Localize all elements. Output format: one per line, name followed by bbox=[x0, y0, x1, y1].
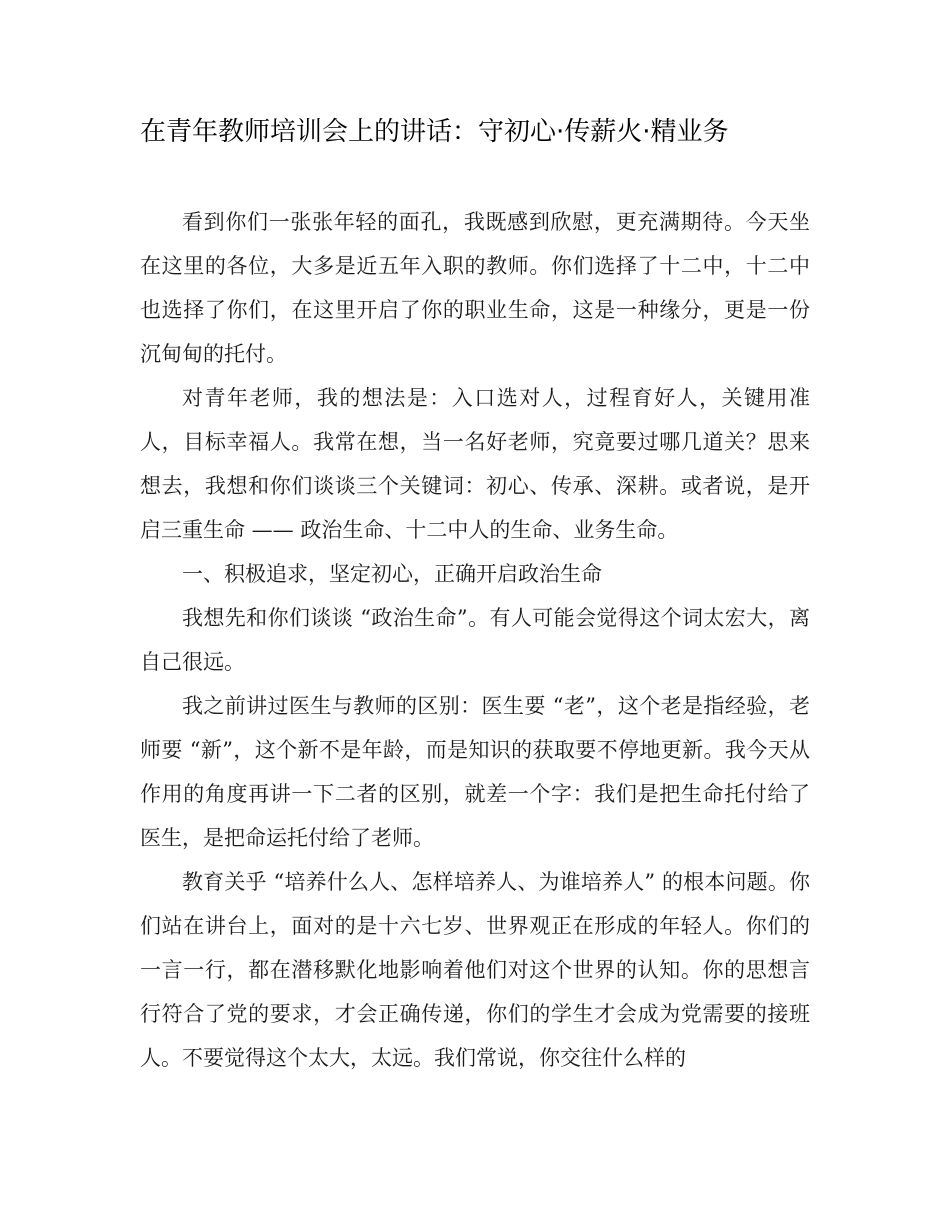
document-body bbox=[140, 200, 810, 1080]
paragraph-intro: 看到你们一张张年轻的面孔，我既感到欣慰，更充满期待。今天坐在这里的各位，大多是近五年入职的教师。你们选择了十二中，十二中也选择了你们，在这里开启了你的职业生命，这是一种缘分，更是一份沉甸甸的托付。 bbox=[140, 210, 810, 366]
paragraph-education: 教育关乎 “培养什么人、怎样培养人、为谁培养人” 的根本问题。你们站在讲台上，面对的是十六七岁、世界观正在形成的年轻人。你们的一言一行，都在潜移默化地影响着他们对这个世界的认知。你的思想言行符合了党的要求，才会正确传递，你们的学生才会成为党需要的接班人。不要觉得这个太大，太远。我们常说，你交往什么样的 bbox=[140, 870, 810, 1070]
document-title: 在青年教师培训会上的讲话：守初心·传薪火·精业务 bbox=[140, 117, 729, 147]
paragraph-keywords: 对青年老师，我的想法是：入口选对人，过程育好人，关键用准人，目标幸福人。我常在想，当一名好老师，究竟要过哪几道关？思来想去，我想和你们谈谈三个关键词：初心、传承、深耕。或者说，是开启三重生命 —— 政治生命、十二中人的生命、业务生命。 bbox=[140, 386, 810, 542]
paragraph-doctor-teacher: 我之前讲过医生与教师的区别：医生要 “老”，这个老是指经验，老师要 “新”，这个新不是年龄，而是知识的获取要不停地更新。我今天从作用的角度再讲一下二者的区别，就差一个字：我们是把生命托付给了医生，是把命运托付给了老师。 bbox=[140, 694, 810, 850]
section-heading-political-life: 一、积极追求，坚定初心，正确开启政治生命 bbox=[182, 562, 602, 586]
paragraph-political-life: 我想先和你们谈谈 “政治生命”。有人可能会觉得这个词太宏大，离自己很远。 bbox=[140, 606, 810, 674]
